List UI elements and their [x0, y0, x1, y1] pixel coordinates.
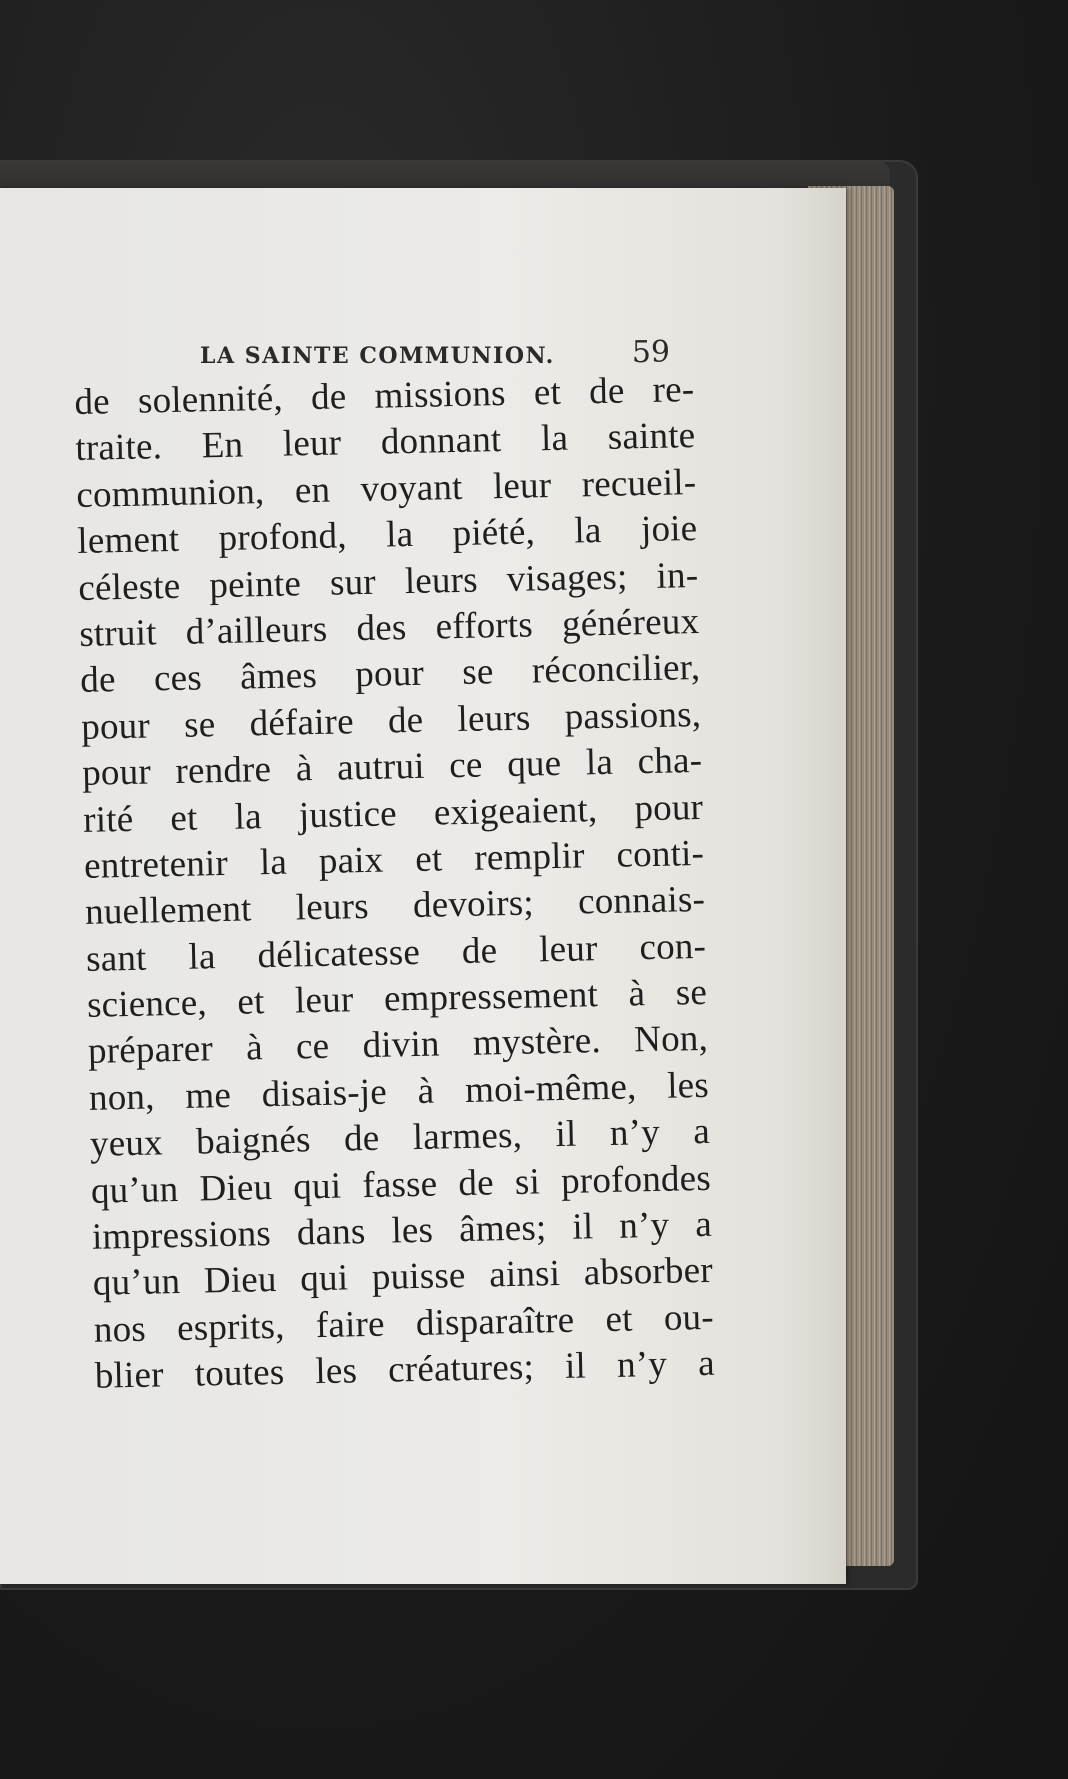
text-line: lement profond, la piété, la joie: [76, 508, 698, 563]
text-line: traite. En leur donnant la sainte: [75, 415, 696, 470]
text-line: communion, en voyant leur recueil-: [75, 461, 697, 516]
text-line: nuellement leurs devoirs; connais-: [84, 879, 706, 934]
text-line: céleste peinte sur leurs visages; in-: [77, 554, 699, 609]
text-line: science, et leur empressement à se: [86, 971, 708, 1026]
text-line: entretenir la paix et remplir conti-: [83, 832, 705, 887]
text-line: qu’un Dieu qui fasse de si profondes: [90, 1157, 712, 1212]
text-line: yeux baignés de larmes, il n’y a: [89, 1111, 711, 1166]
text-line: préparer à ce divin mystère. Non,: [87, 1018, 709, 1073]
text-line: rité et la justice exigeaient, pour: [82, 786, 704, 841]
text-line: nos esprits, faire disparaître et ou-: [93, 1296, 715, 1351]
text-line: pour rendre à autrui ce que la cha-: [81, 740, 703, 795]
text-line: non, me disais-je à moi-même, les: [88, 1064, 710, 1119]
page-number: 59: [631, 335, 670, 370]
text-line: blier toutes les créatures; il n’y a: [94, 1343, 716, 1397]
text-line: struit d’ailleurs des efforts généreux: [78, 600, 700, 655]
text-line: pour se défaire de leurs passions,: [80, 693, 702, 748]
text-line: qu’un Dieu qui puisse ainsi absorber: [92, 1250, 714, 1305]
text-line: sant la délicatesse de leur con-: [85, 925, 707, 980]
text-line: de ces âmes pour se réconcilier,: [79, 647, 701, 702]
text-line: de solennité, de missions et de re-: [74, 369, 695, 423]
text-line: impressions dans les âmes; il n’y a: [91, 1203, 713, 1258]
running-title: LA SAINTE COMMUNION.: [200, 343, 555, 369]
body-text: [74, 367, 715, 1400]
